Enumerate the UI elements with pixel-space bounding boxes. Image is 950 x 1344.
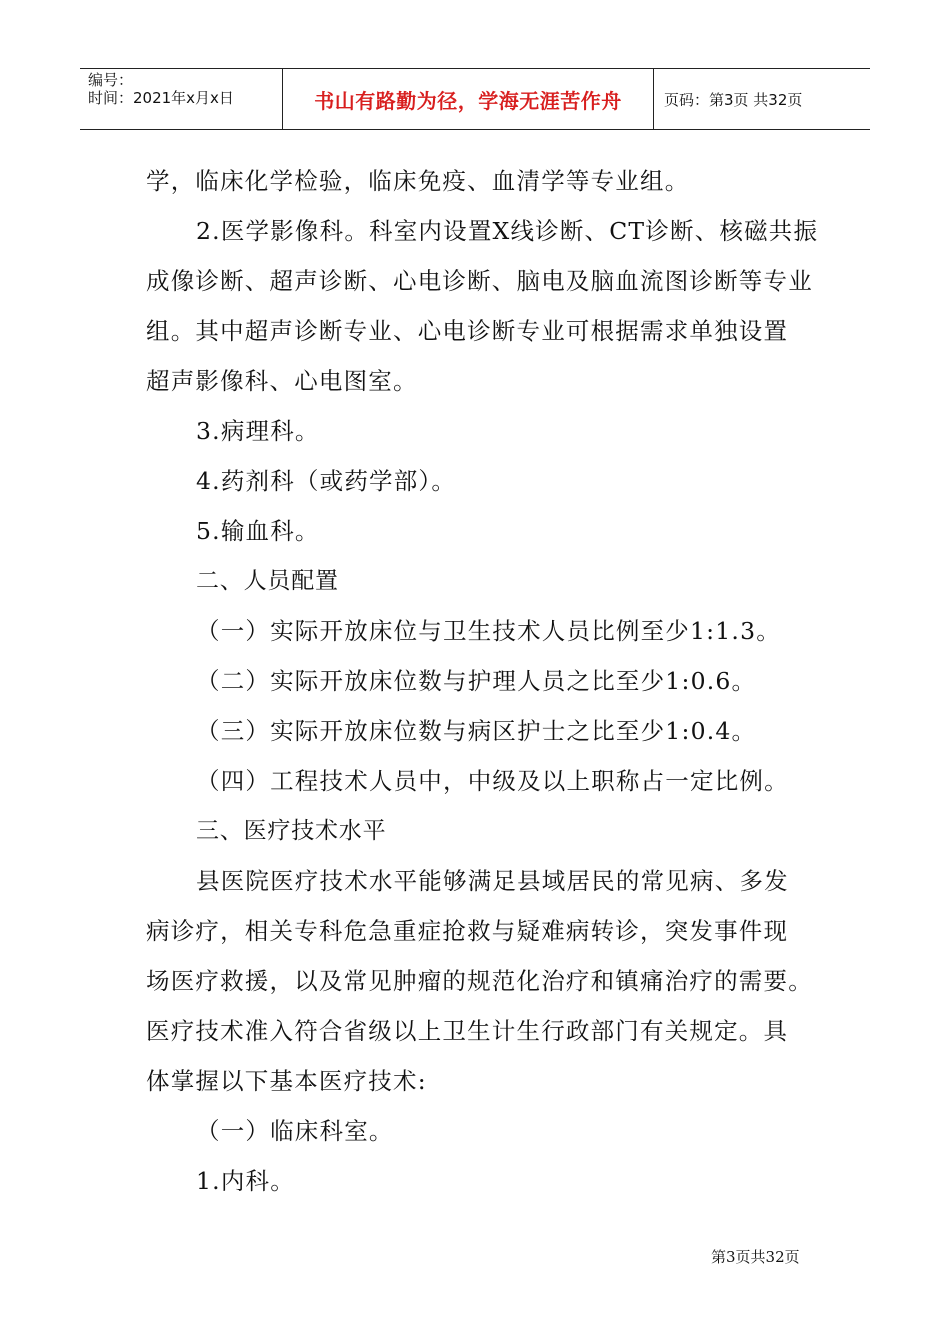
document-number-label: 编号：: [88, 71, 134, 89]
footer-page-number: 第3页共32页: [711, 1248, 800, 1266]
document-body: [146, 156, 819, 1206]
body-line: （一）临床科室。: [196, 1117, 394, 1145]
body-line: （一）实际开放床位与卫生技术人员比例至少1:1.3。: [196, 617, 781, 645]
body-line: 1.内科。: [196, 1167, 295, 1195]
body-line: 学，临床化学检验，临床免疫、血清学等专业组。: [146, 167, 690, 195]
body-line: 医疗技术准入符合省级以上卫生计生行政部门有关规定。具: [146, 1017, 789, 1045]
body-line: 组。其中超声诊断专业、心电诊断专业可根据需求单独设置: [146, 317, 789, 345]
section-heading: 二、人员配置: [196, 568, 339, 594]
body-line: 成像诊断、超声诊断、心电诊断、脑电及脑血流图诊断等专业: [146, 267, 813, 295]
section-heading: 三、医疗技术水平: [196, 818, 387, 844]
body-line: 4.药剂科（或药学部）。: [196, 467, 457, 495]
page-header: [80, 68, 870, 130]
header-motto: 书山有路勤为径，学海无涯苦作舟: [314, 88, 622, 113]
body-line: （二）实际开放床位数与护理人员之比至少1:0.6。: [196, 667, 757, 695]
body-line: 病诊疗，相关专科危急重症抢救与疑难病转诊，突发事件现: [146, 917, 789, 945]
header-motto-cell: [282, 69, 654, 129]
body-line: 5.输血科。: [196, 517, 320, 545]
body-line: （四）工程技术人员中，中级及以上职称占一定比例。: [196, 767, 789, 795]
body-line: 超声影像科、心电图室。: [146, 367, 418, 395]
header-page-label: 页码：第3页 共32页: [664, 90, 803, 109]
page-footer: [711, 1246, 800, 1267]
body-line: 体掌握以下基本医疗技术:: [146, 1067, 427, 1095]
body-line: 3.病理科。: [196, 417, 320, 445]
body-line: 县医院医疗技术水平能够满足县域居民的常见病、多发: [196, 867, 789, 895]
body-line: 2.医学影像科。科室内设置X线诊断、CT诊断、核磁共振: [196, 217, 819, 245]
header-page-cell: [654, 69, 870, 129]
body-line: 场医疗救援，以及常见肿瘤的规范化治疗和镇痛治疗的需要。: [146, 967, 813, 995]
body-line: （三）实际开放床位数与病区护士之比至少1:0.4。: [196, 717, 757, 745]
document-time-label: 时间：2021年x月x日: [88, 89, 234, 107]
header-meta-cell: [80, 69, 282, 129]
